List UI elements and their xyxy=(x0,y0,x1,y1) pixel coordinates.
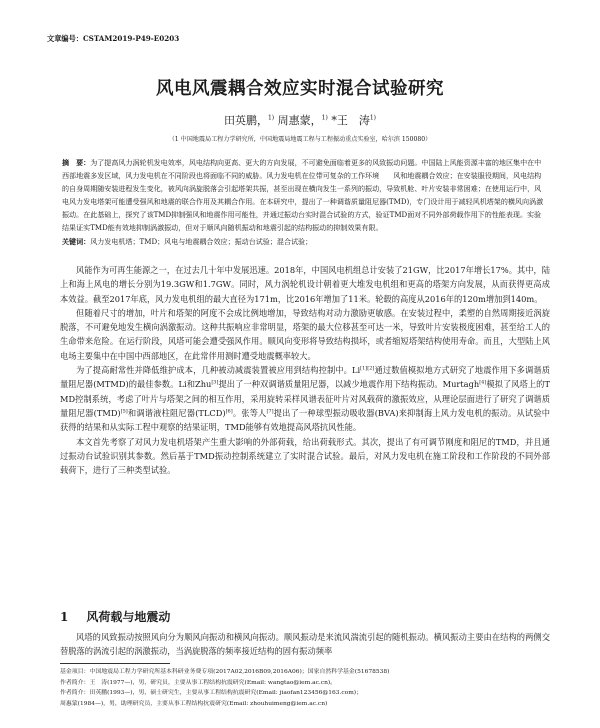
footnotes xyxy=(60,667,550,709)
author-line xyxy=(0,112,600,128)
p3-text-b: 通过数值模拟地方式研究了地震作用下多调谐质量阻尼器(MTMD)的最佳参数。Li和Zhu xyxy=(60,365,551,390)
abstract xyxy=(62,156,548,234)
abstract-text: 为了提高风力涡轮机发电效率，风电结构向更高、更大的方向发展，不可避免面临着更多的风致振动问题。中国陆上风能资源丰富的地区集中在中西部地震多发区域，风力发电机在不同阶段也将面临不同的威胁。风力发电机在位带可复杂的工作环境 风和地震耦合效应；在安装服役期间，风电结构的自身周期随安装进程发生变化，被风向涡旋脱落会引起塔架共振，甚至出现在横向发生一系列的振动，导致机舱、叶片安装非常困难；在使用运行中，风电风力发电塔架可能遭受强风和地震的联合作用及其耦合作用。在本研究中，提出了一种调谐质量阻尼器(TMD)，专门设计用于减轻风机塔架的横风向涡激振动。在此基础上，探究了该TMD抑制强风和地震作用可能性，并通过振动台实时混合试验的方式，验证TMD面对不同外部荷载作用下的性能表现。实验结果证实TMD能有效地抑制涡激振动，但对于顺风向随机振动和地震引起的结构振动的抑制效果有限。 xyxy=(62,158,544,233)
p3-text-f: 。张等人 xyxy=(232,407,267,418)
abstract-label: 摘 要： xyxy=(62,158,91,167)
section-1-body xyxy=(60,630,550,659)
intro-paragraph-2: 但随着尺寸的增加，叶片和塔架的阿度不会成比例地增加，导致结构对动力激励更敏感。在安装过程中，柔塑的自然周期接近涡旋脱落，不可避免地发生横向涡激振动。这种共振响应非常明显，塔架的最大位移甚至可达一米，导致叶片安装极度困难，甚至给工人的生命带来危险。在运行阶段，风塔可能会遭受强风作用。顺风向变形将导致结构损坏，或者缩短塔架结构使用寿命。而且，大型陆上风电场主要集中在中国中西部地区，在此常伴用测时遭受地震概率较大。 xyxy=(60,307,550,361)
citation-3: [3] xyxy=(211,379,219,386)
author-zhou-sup: 1) xyxy=(321,114,328,122)
author-wang-sup: 1) xyxy=(369,114,376,122)
paper-title: 风电风震耦合效应实时混合试验研究 xyxy=(156,79,444,99)
p3-text-a: 为了提高耐常性并降低维护成本，几种被动减震装置被应用到结构控制中。Li xyxy=(76,365,361,376)
citation-7: [7] xyxy=(266,408,274,415)
citation-1-2: [1][2] xyxy=(360,365,375,372)
footnote-author-wang: 作者简介：王 涛(1977—)，男，研究员，主要从事工程结构抗震研究(Email: wangtao@iem.ac.cn)。 xyxy=(60,679,337,686)
footnote-author-zhou: 周惠蒙(1984—)，男，助理研究员，主要从事工程结构抗震研究(Email: zhouhuimeng@iem.ac.cn) xyxy=(60,700,328,707)
section-1-title: 风荷载与地震动 xyxy=(86,610,171,624)
doc-code: 文章编号：CSTAM2019-P49-E0203 xyxy=(47,34,180,43)
author-zhou: 周惠蒙， xyxy=(277,114,322,127)
intro-paragraph-4: 本文首先考察了对风力发电机塔架产生重大影响的外部荷载，给出荷载形式。其次，提出了有可调节刚度和阻尼的TMD，并且通过振动台试验识别其参数。然后基于TMD振动控制系统建立了实时混合试验。最后，对风力发电机在施工阶段和工作阶段的不同外部载荷下，进行了三种类型试验。 xyxy=(60,436,550,476)
footnote-divider xyxy=(60,663,170,664)
section-1-number: 1 xyxy=(60,610,69,624)
section-1-paragraph: 风塔的风致振动按照风向分为顺风向振动和横风向振动。顺风振动是来流风湍流引起的随机振动。横风振动主要由在结构的两侧交替脱落的涡流引起的涡激振动，当涡旋脱落的频率接近结构的固有振动频率 xyxy=(60,632,550,657)
author-tian-sup: 1) xyxy=(267,114,275,122)
citation-4: [4] xyxy=(479,379,487,386)
affiliation: （1 中国地震局工程力学研究所，中国地震局地震工程与工程振动重点实验室，哈尔滨 150080） xyxy=(168,136,432,143)
p3-text-e: 和调谐液柱阻尼器(TLCD) xyxy=(127,407,226,418)
p3-text-d: 模拟了风塔上的TMD控制系统，考虑了叶片与塔架之间的相互作用，采用旋转采样风谱表征叶片对风载荷的激振效应，从理论层面进行了研究了调谐质量阻尼器(TMD) xyxy=(60,379,550,418)
p3-text-g: 提出了一种球型振动吸收器(BVA)来抑制海上风力发电机的振动。从试验中获得的结果和从实际工程中观察的结果证明，TMD能够有效地提高风塔抗风性能。 xyxy=(60,407,550,433)
keywords-text: 风力发电机塔；TMD；风电与地震耦合效应；振动台试验；混合试验； xyxy=(90,237,313,246)
intro-paragraph-3 xyxy=(60,363,550,434)
section-1-heading xyxy=(60,608,188,625)
intro-paragraph-1: 风能作为可再生能源之一，在过去几十年中发展迅速。2018年，中国风电机组总计安装了21GW，比2017年增长17%。其中，陆上和海上风电的增长分别为19.3GW和1.7GW。同时，风力涡轮机设计朝着更大堆发电机组和更高的塔架方向发展，从而获得更高成本效益。截至2017年底，风力发电机组的最大直径为171m，比2016年增加了11米。轮毂的高度从2016年的120m增加到140m。 xyxy=(60,265,550,304)
p3-text-c: 提出了一种双调谐质量阻尼器，以减少地震作用下结构振动。Murtagh xyxy=(218,379,480,390)
intro-body xyxy=(60,263,550,477)
author-wang: *王 涛 xyxy=(331,114,370,127)
footnote-author-tian: 作者简介：田英鹏(1993—)，男，硕士研究生，主要从事工程结构抗震研究(Email: jiaofan123456@163.com)； xyxy=(60,690,362,697)
keywords xyxy=(62,237,548,247)
keywords-label: 关键词： xyxy=(62,237,91,246)
citation-5: [5] xyxy=(120,408,128,415)
footnote-funding: 基金项目：中国地震局工程力学研究所基本科研业务费专项(2017A02,2016B09,2016A06)；国家自然科学基金(51678538) xyxy=(60,669,390,675)
citation-6: [6] xyxy=(225,408,233,415)
author-tian: 田英鹏， xyxy=(223,114,268,127)
